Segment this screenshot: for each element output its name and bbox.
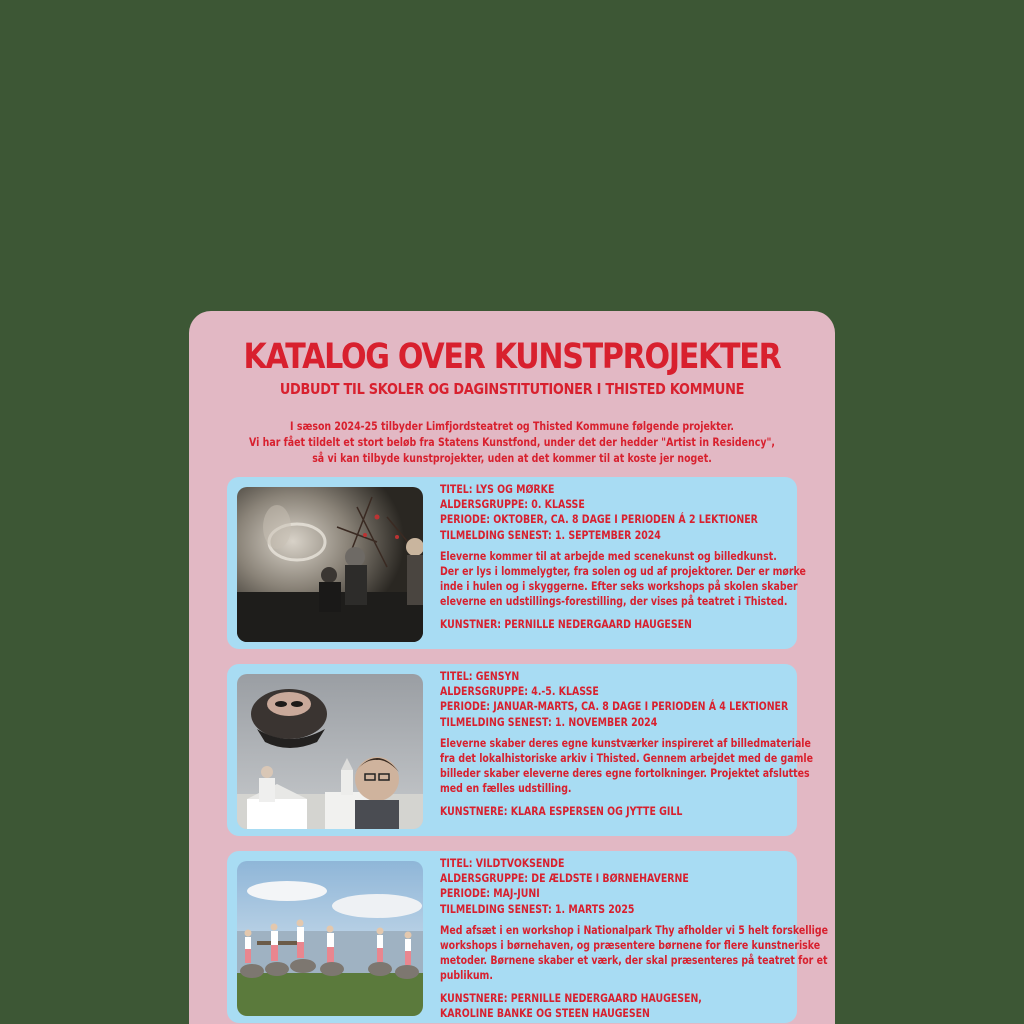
description-line: Eleverne skaber deres egne kunstværker inspireret af billedmateriale	[440, 736, 811, 750]
project-deadline: TILMELDING SENEST: 1. SEPTEMBER 2024	[440, 528, 661, 542]
project-period: PERIODE: JANUAR-MARTS, CA. 8 DAGE I PERIODEN Á 4 LEKTIONER	[440, 700, 789, 714]
project-artists	[440, 991, 810, 1021]
description-line: Eleverne kommer til at arbejde med scenekunst og billedkunst.	[440, 549, 777, 563]
project-description	[440, 549, 810, 610]
project-title: TITEL: VILDTVOKSENDE	[440, 857, 565, 870]
project-card-lys-og-moerke	[227, 477, 806, 649]
project-age-group: ALDERSGRUPPE: 0. KLASSE	[440, 498, 585, 512]
intro-line: så vi kan tilbyde kunstprojekter, uden at det kommer til at koste jer noget.	[312, 451, 712, 465]
project-photo	[237, 487, 423, 642]
photo-light-and-dark	[237, 487, 423, 642]
photo-children-by-lake	[237, 861, 423, 1016]
project-card-vildtvoksende	[227, 851, 828, 1023]
project-period: PERIODE: OKTOBER, CA. 8 DAGE I PERIODEN Á 2 LEKTIONER	[440, 513, 758, 527]
description-line: Med afsæt i en workshop i Nationalpark Thy afholder vi 5 helt forskellige	[440, 923, 828, 937]
project-age-group: ALDERSGRUPPE: DE ÆLDSTE I BØRNEHAVERNE	[440, 872, 689, 886]
intro-line: I sæson 2024-25 tilbyder Limfjordsteatret og Thisted Kommune følgende projekter.	[290, 419, 734, 433]
project-description	[440, 923, 828, 984]
project-title: TITEL: LYS OG MØRKE	[440, 483, 555, 496]
project-text	[440, 669, 813, 819]
description-line: Der er lys i lommelygter, fra solen og ud af projektorer. Der er mørke	[440, 565, 806, 579]
description-line: metoder. Børnene skaber et værk, der skal præsenteres på teatret for et	[440, 954, 828, 968]
artists-line: KAROLINE BANKE OG STEEN HAUGESEN	[440, 1006, 650, 1020]
description-line: eleverne en udstillings-forestilling, der vises på teatret i Thisted.	[440, 595, 788, 609]
project-deadline: TILMELDING SENEST: 1. NOVEMBER 2024	[440, 715, 658, 729]
project-photo	[237, 861, 423, 1016]
catalog-title: KATALOG OVER KUNSTPROJEKTER	[243, 337, 781, 377]
catalog-subtitle: UDBUDT TIL SKOLER OG DAGINSTITUTIONER I THISTED KOMMUNE	[279, 380, 745, 398]
project-text	[440, 482, 810, 632]
artists-line: KUNSTNERE: PERNILLE NEDERGAARD HAUGESEN,	[440, 991, 702, 1005]
description-line: billeder skaber eleverne deres egne fortolkninger. Projektet afsluttes	[440, 767, 810, 781]
project-text	[440, 856, 828, 1021]
intro-line: Vi har fået tildelt et stort beløb fra Statens Kunstfond, under det der hedder "Artist in Residency",	[248, 435, 776, 449]
description-line: inde i hulen og i skyggerne. Efter seks workshops på skolen skaber	[440, 580, 798, 594]
catalog-intro	[247, 418, 777, 466]
photo-collage-archive	[237, 674, 423, 829]
description-line: workshops i børnehaven, og præsentere børnene for flere kunstneriske	[440, 939, 821, 953]
description-line: fra det lokalhistoriske arkiv i Thisted. Gennem arbejdet med de gamle	[440, 752, 813, 766]
description-line: publikum.	[440, 969, 493, 983]
project-title: TITEL: GENSYN	[440, 670, 520, 683]
project-period: PERIODE: MAJ-JUNI	[440, 887, 540, 901]
project-description	[440, 736, 813, 797]
project-artists: KUNSTNERE: KLARA ESPERSEN OG JYTTE GILL	[440, 804, 683, 818]
project-artists: KUNSTNER: PERNILLE NEDERGAARD HAUGESEN	[440, 617, 692, 631]
description-line: med en fælles udstilling.	[440, 782, 572, 796]
project-card-gensyn	[227, 664, 813, 836]
project-age-group: ALDERSGRUPPE: 4.-5. KLASSE	[440, 685, 599, 699]
catalog-card	[189, 311, 835, 1024]
project-deadline: TILMELDING SENEST: 1. MARTS 2025	[440, 902, 635, 916]
project-photo	[237, 674, 423, 829]
